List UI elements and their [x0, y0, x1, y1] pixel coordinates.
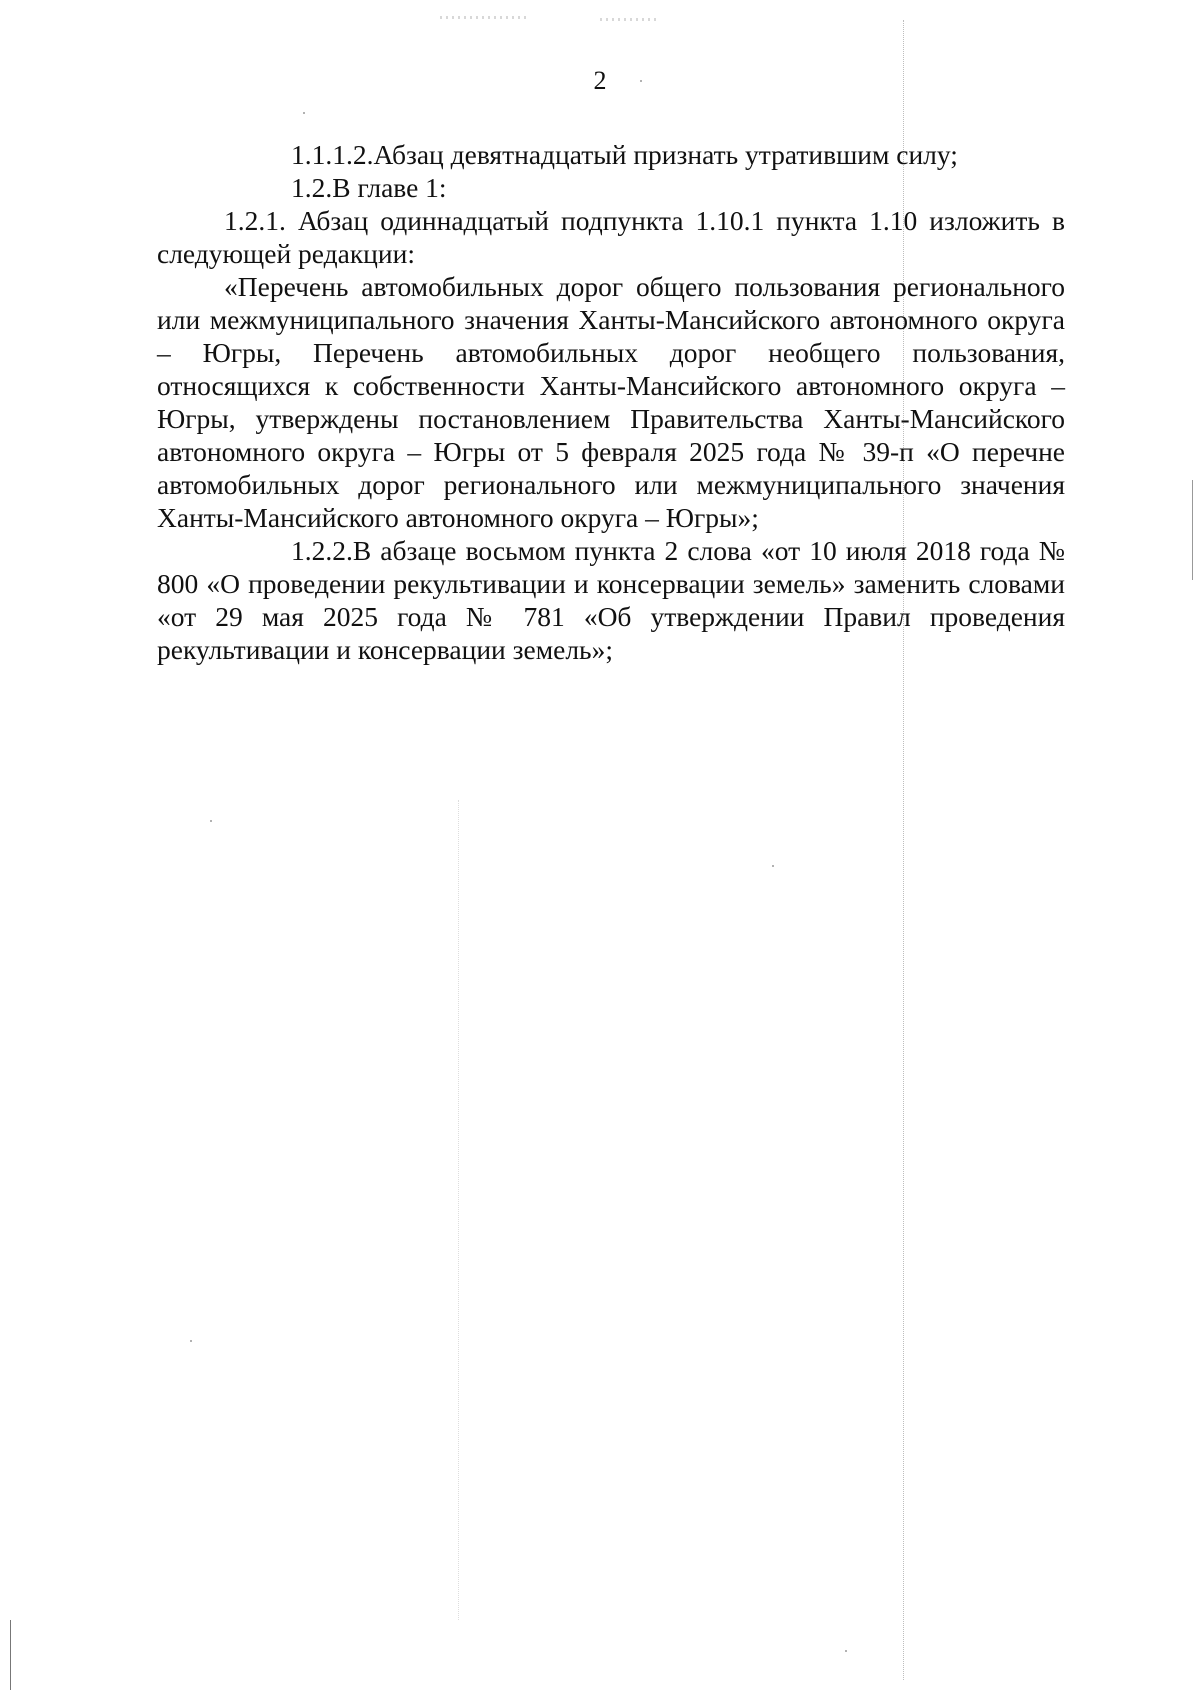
paragraph-text: 1.2.1. Абзац одиннадцатый подпункта 1.10.1 пункта 1.10 изложить в следующей редакции: [157, 205, 1065, 269]
scan-edge-left [10, 1620, 11, 1690]
clause-number: 1.2. [291, 172, 333, 203]
scan-dot [210, 820, 212, 822]
scan-dot [190, 1340, 192, 1342]
scan-noise-top [440, 16, 530, 19]
scan-dot [845, 1650, 847, 1652]
document-body [157, 138, 1065, 666]
paragraph-text: В главе 1: [332, 172, 447, 203]
paragraph-1-2-2 [157, 534, 1065, 666]
clause-number: 1.1.1.2. [291, 139, 374, 170]
paragraph-quoted-list [157, 270, 1065, 534]
page-number: 2 [593, 66, 607, 95]
paragraph-1-2 [157, 171, 1065, 204]
scan-margin-line-center [458, 800, 459, 1620]
paragraph-text: В абзаце восьмом пункта 2 слова «от 10 июля 2018 года № 800 «О проведении рекультивации и консервации земель» заменить словами «от 29 мая 2025 года № 781 «Об утверждении Правил проведения рекультивации и консервации земель»; [157, 535, 1065, 665]
paragraph-text: «Перечень автомобильных дорог общего пользования регионального или межмуниципального значения Ханты-Мансийского автономного округа – Югры, Перечень автомобильных дорог необщего пользования, относящихся к собственности Ханты-Мансийского автономного округа – Югры, утверждены постановлением Правительства Ханты-Мансийского автономного округа – Югры от 5 февраля 2025 года № 39-п «О перечне автомобильных дорог регионального или межмуниципального значения Ханты-Мансийского автономного округа – Югры»; [157, 271, 1065, 533]
paragraph-1-2-1 [157, 204, 1065, 270]
scan-edge-right [1192, 480, 1193, 580]
paragraph-1-1-1-2 [157, 138, 1065, 171]
scan-dot [303, 112, 305, 114]
scan-noise-top-right [600, 18, 660, 21]
scan-dot [772, 865, 774, 867]
clause-number: 1.2.2. [291, 535, 353, 566]
paragraph-text: Абзац девятнадцатый признать утратившим силу; [373, 139, 958, 170]
